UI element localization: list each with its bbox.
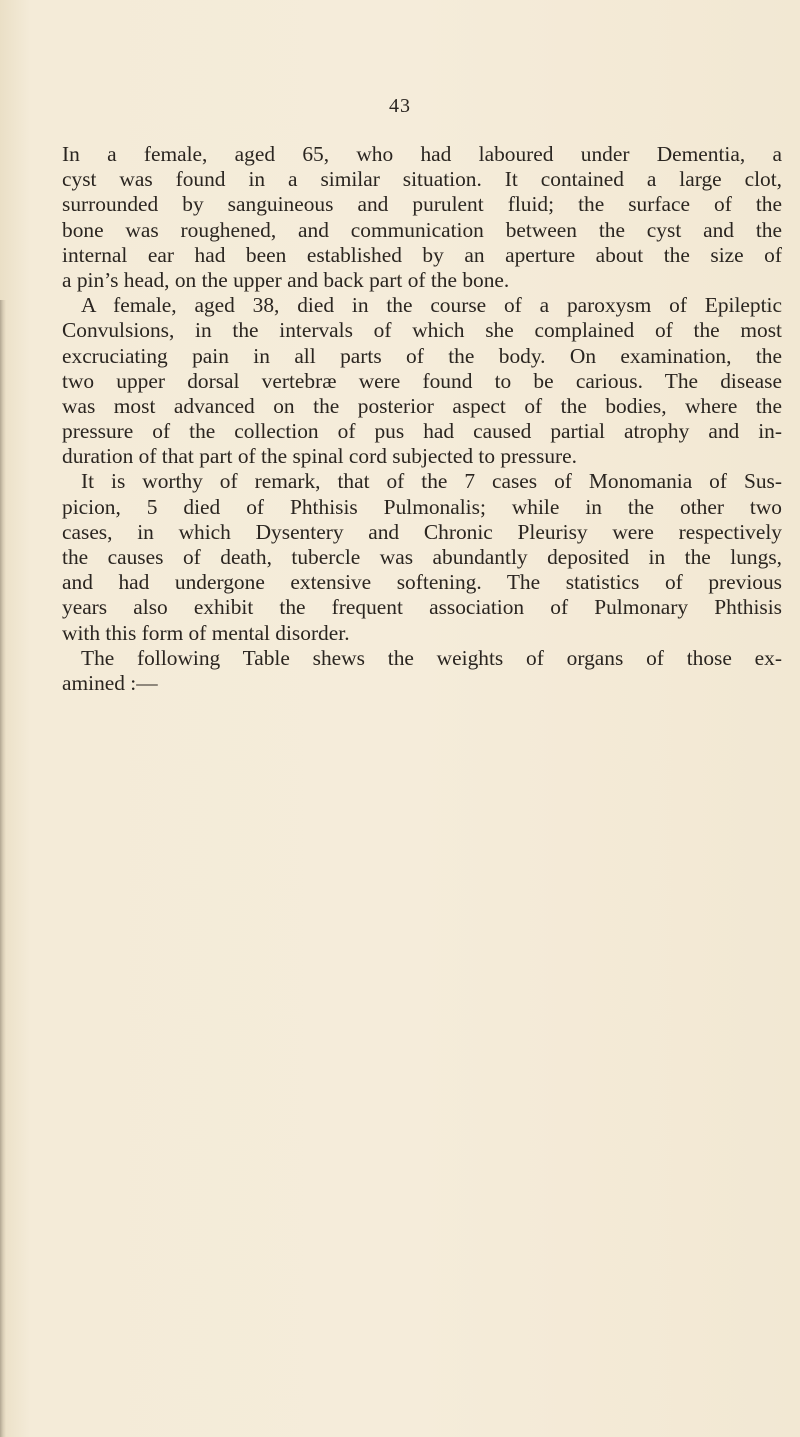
- text-line: duration of that part of the spinal cord subjected to pressure.: [62, 444, 578, 469]
- text-line: surrounded by sanguineous and purulent fluid; the surface of the: [62, 192, 782, 217]
- text-line: with this form of mental disorder.: [62, 620, 350, 645]
- page-number: 43: [389, 95, 411, 117]
- text-line: bone was roughened, and communication between the cyst and the: [62, 217, 782, 242]
- text-line: Convulsions, in the intervals of which she complained of the most: [62, 318, 782, 343]
- text-line: A female, aged 38, died in the course of a paroxysm of Epileptic: [81, 293, 782, 318]
- text-line: cases, in which Dysentery and Chronic Pleurisy were respectively: [62, 519, 782, 544]
- text-line: was most advanced on the posterior aspect of the bodies, where the: [62, 393, 782, 418]
- text-line: pressure of the collection of pus had caused partial atrophy and in-: [62, 419, 782, 444]
- text-line: two upper dorsal vertebræ were found to be carious. The disease: [62, 368, 782, 393]
- text-line: years also exhibit the frequent association of Pulmonary Phthisis: [62, 595, 782, 620]
- text-line: a pin’s head, on the upper and back part of the bone.: [62, 267, 510, 292]
- text-line: the causes of death, tubercle was abundantly deposited in the lungs,: [62, 545, 782, 569]
- text-line: and had undergone extensive softening. The statistics of previous: [62, 570, 782, 595]
- text-line: In a female, aged 65, who had laboured under Dementia, a: [62, 142, 782, 166]
- body-text: [62, 142, 782, 696]
- text-line: picion, 5 died of Phthisis Pulmonalis; while in the other two: [62, 494, 782, 519]
- text-line: excruciating pain in all parts of the body. On examination, the: [62, 343, 782, 368]
- text-line: amined :—: [62, 670, 158, 695]
- text-line: internal ear had been established by an aperture about the size of: [62, 242, 782, 267]
- text-line: cyst was found in a similar situation. It contained a large clot,: [62, 167, 782, 192]
- binding-edge-shadow: [0, 300, 6, 1437]
- text-line: It is worthy of remark, that of the 7 cases of Monomania of Sus-: [81, 469, 782, 494]
- text-line: The following Table shews the weights of organs of those ex-: [81, 645, 782, 670]
